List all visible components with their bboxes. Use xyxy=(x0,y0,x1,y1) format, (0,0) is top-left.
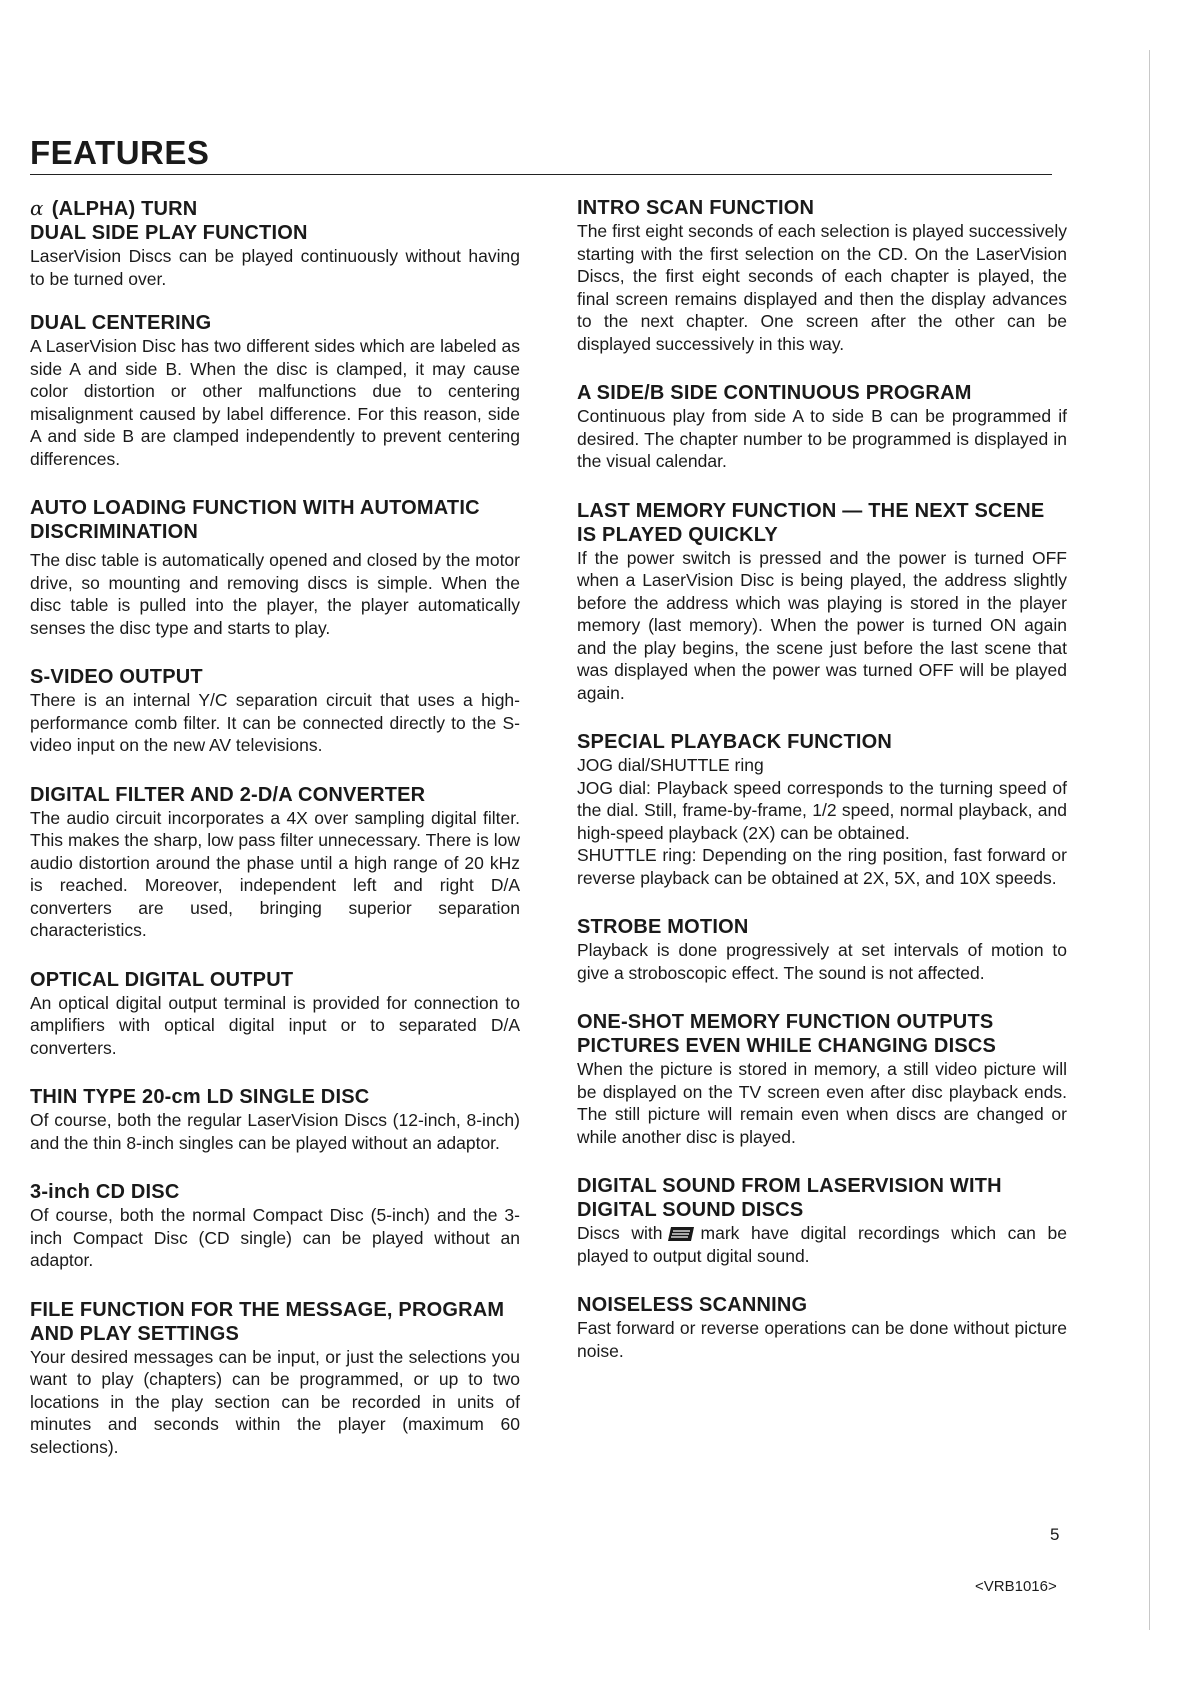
feature-title: DIGITAL FILTER AND 2-D/A CONVERTER xyxy=(30,783,426,806)
feature-body: An optical digital output terminal is provided for connection to amplifiers with optical digital input or to separated D/A converters. xyxy=(30,992,520,1058)
feature-title: A SIDE/B SIDE CONTINUOUS PROGRAM xyxy=(577,382,972,404)
feature-body: Of course, both the normal Compact Disc (5-inch) and the 3-inch Compact Disc (CD single) can be played without an adaptor. xyxy=(30,1205,520,1270)
feature-title: OPTICAL DIGITAL OUTPUT xyxy=(30,968,294,991)
feature-digital-filter xyxy=(30,783,520,942)
feature-special-playback xyxy=(577,730,1067,889)
left-column xyxy=(30,196,520,1458)
feature-title: SPECIAL PLAYBACK FUNCTION xyxy=(577,731,893,753)
feature-title: ONE-SHOT MEMORY FUNCTION OUTPUTS PICTURES EVEN WHILE CHANGING DISCS xyxy=(577,1011,997,1057)
digital-sound-mark-icon xyxy=(667,1224,697,1244)
feature-body-line: JOG dial: Playback speed corresponds to the turning speed of the dial. Still, frame-by-frame, 1/2 speed, normal playback, and high-speed playback (2X) can be obtained. xyxy=(577,777,1067,843)
feature-title: 3-inch CD DISC xyxy=(30,1181,180,1203)
feature-body: There is an internal Y/C separation circuit that uses a high-performance comb filter. It can be connected directly to the S-video input on the new AV televisions. xyxy=(30,690,520,755)
feature-title: NOISELESS SCANNING xyxy=(577,1294,808,1316)
feature-file-function xyxy=(30,1298,520,1459)
title-divider xyxy=(30,174,1052,175)
feature-optical-digital-output xyxy=(30,968,520,1060)
feature-title: LAST MEMORY FUNCTION — THE NEXT SCENE IS PLAYED QUICKLY xyxy=(577,499,1045,546)
feature-title: AUTO LOADING FUNCTION WITH AUTOMATIC DISCRIMINATION xyxy=(30,497,480,543)
feature-title: FILE FUNCTION FOR THE MESSAGE, PROGRAM AND PLAY SETTINGS xyxy=(30,1298,505,1345)
feature-title: STROBE MOTION xyxy=(577,916,749,938)
feature-title: α (ALPHA) TURN DUAL SIDE PLAY FUNCTION xyxy=(30,196,308,244)
feature-digital-sound xyxy=(577,1174,1067,1267)
feature-one-shot-memory xyxy=(577,1010,1067,1148)
feature-body: A LaserVision Disc has two different sides which are labeled as side A and side B. When the disc is clamped, it may cause color distortion or other malfunctions due to centering misalignment caused by label difference. For this reason, side A and side B are clamped independently to prevent centering differences. xyxy=(30,336,520,469)
feature-noiseless-scanning xyxy=(577,1293,1067,1362)
document-code: <VRB1016> xyxy=(975,1578,1057,1595)
page-edge-line xyxy=(1149,50,1150,1630)
feature-body: Playback is done progressively at set intervals of motion to give a stroboscopic effect. The sound is not affected. xyxy=(577,940,1067,983)
feature-body-line: SHUTTLE ring: Depending on the ring position, fast forward or reverse playback can be obtained at 2X, 5X, and 10X speeds. xyxy=(577,845,1067,888)
feature-body-line: JOG dial/SHUTTLE ring xyxy=(577,755,764,775)
feature-auto-loading xyxy=(30,496,520,639)
feature-alpha-turn xyxy=(30,196,520,290)
feature-title: S-VIDEO OUTPUT xyxy=(30,666,203,688)
feature-body: LaserVision Discs can be played continuously without having to be turned over. xyxy=(30,246,520,289)
feature-body: Discs with mark have digital recordings which can be played to output digital sound. xyxy=(577,1223,1067,1266)
page-title: FEATURES xyxy=(30,134,210,171)
feature-body: The disc table is automatically opened and closed by the motor drive, so mounting and removing discs is simple. When the disc table is pulled into the player, the player automatically senses the disc type and starts to play. xyxy=(30,550,520,638)
feature-body: The audio circuit incorporates a 4X over sampling digital filter. This makes the sharp, low pass filter unnecessary. There is low audio distortion around the phase until a high range of 20 kHz is reached. Moreover, independent left and right D/A converters are used, bringing superior separation characteristics. xyxy=(30,807,520,940)
feature-s-video-output xyxy=(30,665,520,757)
feature-title: DUAL CENTERING xyxy=(30,312,212,334)
right-column xyxy=(577,196,1067,1362)
alpha-symbol: α xyxy=(30,196,44,220)
feature-title: THIN TYPE 20-cm LD SINGLE DISC xyxy=(30,1086,370,1108)
feature-last-memory xyxy=(577,499,1067,705)
feature-strobe-motion xyxy=(577,915,1067,984)
feature-body: If the power switch is pressed and the power is turned OFF when a LaserVision Disc is being played, the address slightly before the address which was playing is stored in the player memory (last memory). When the power is turned ON again and the play begins, the scene just before the last scene that was displayed when the power was turned OFF will be played again. xyxy=(577,547,1067,703)
feature-title: INTRO SCAN FUNCTION xyxy=(577,197,815,219)
feature-body: The first eight seconds of each selection is played successively starting with the first selection on the CD. On the LaserVision Discs, the first eight seconds of each chapter is played, the final screen remains displayed and then the display advances to the next chapter. One screen after the other can be displayed successively in this way. xyxy=(577,221,1067,354)
feature-intro-scan xyxy=(577,196,1067,355)
feature-body: Of course, both the regular LaserVision Discs (12-inch, 8-inch) and the thin 8-inch singles can be played without an adaptor. xyxy=(30,1110,520,1153)
feature-dual-centering xyxy=(30,311,520,470)
feature-thin-type-ld xyxy=(30,1085,520,1154)
feature-title: DIGITAL SOUND FROM LASERVISION WITH DIGITAL SOUND DISCS xyxy=(577,1175,1002,1221)
feature-body: Continuous play from side A to side B can be programmed if desired. The chapter number to be programmed is displayed in the visual calendar. xyxy=(577,406,1067,471)
feature-body: Fast forward or reverse operations can be done without picture noise. xyxy=(577,1318,1067,1361)
feature-body: Your desired messages can be input, or just the selections you want to play (chapters) can be programmed, or up to two locations in the play section can be recorded in units of minutes and seconds within the player (maximum 60 selections). xyxy=(30,1346,520,1457)
feature-a-b-side-program xyxy=(577,381,1067,473)
feature-body: When the picture is stored in memory, a still video picture will be displayed on the TV screen even after disc playback ends. The still picture will remain even when discs are changed or while another disc is played. xyxy=(577,1059,1067,1147)
feature-3-inch-cd xyxy=(30,1180,520,1272)
page-number: 5 xyxy=(1050,1525,1060,1544)
